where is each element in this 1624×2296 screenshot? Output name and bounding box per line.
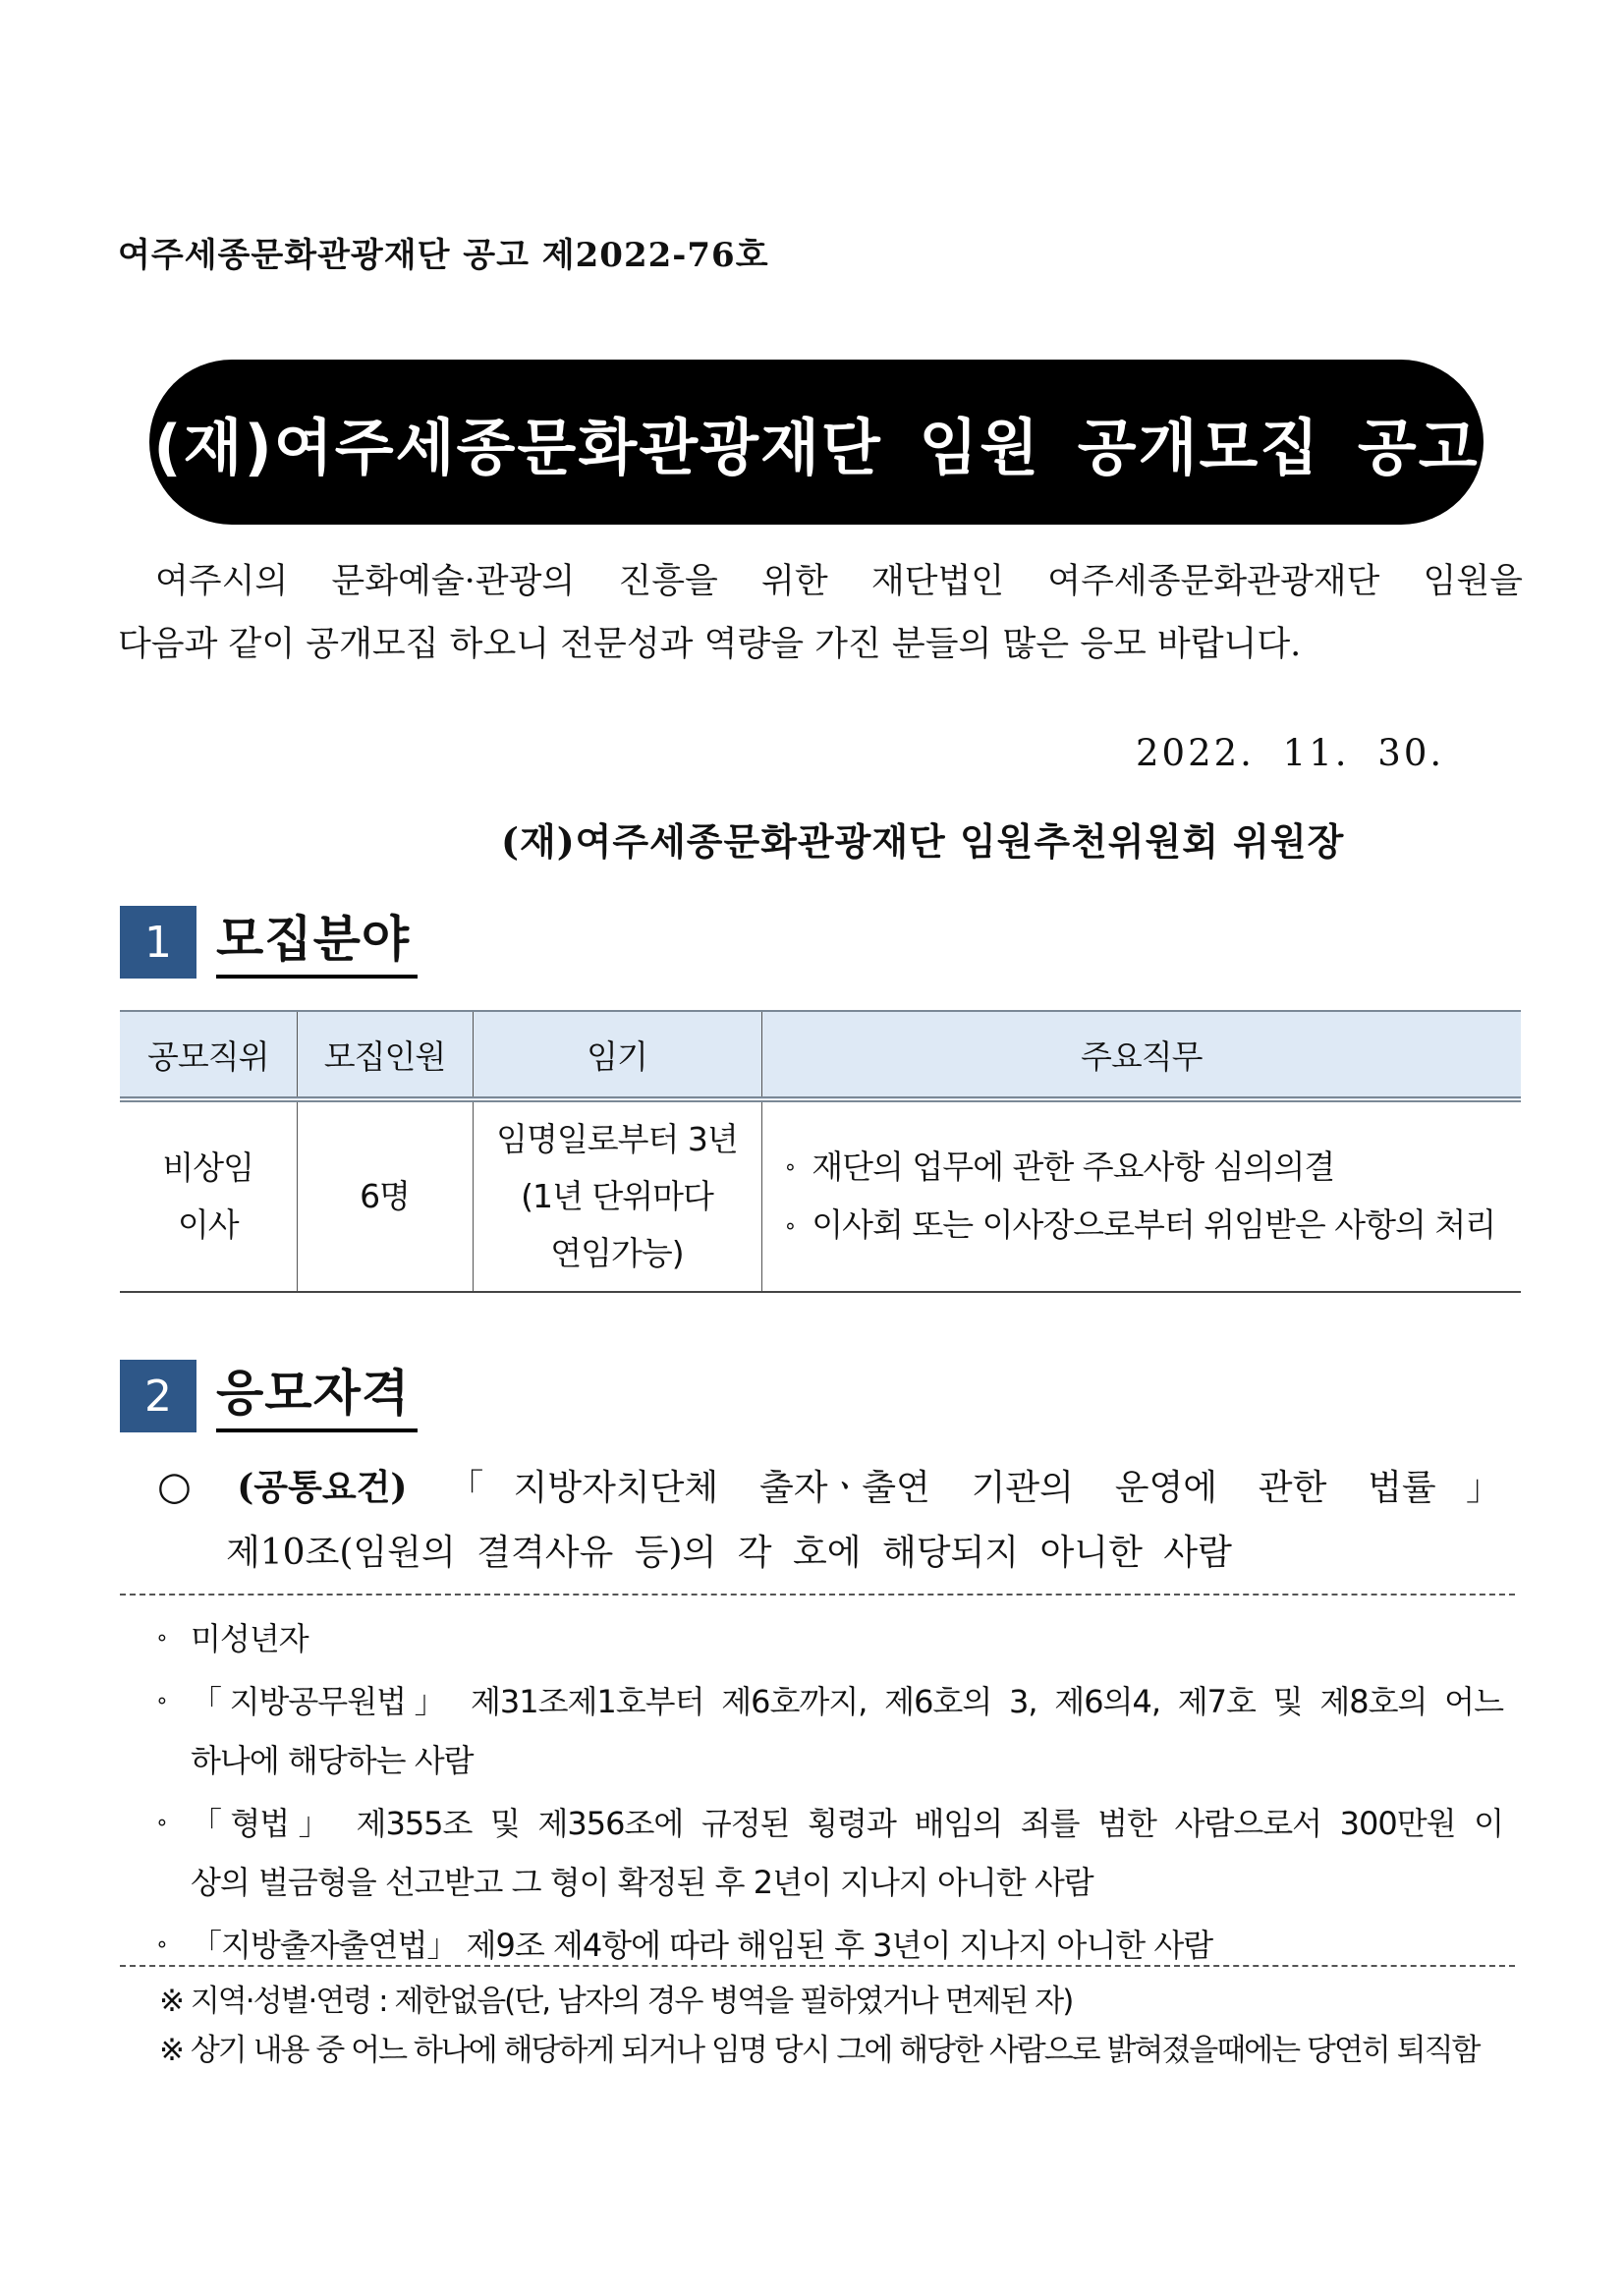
list-item: [155, 1609, 1503, 1668]
note-item: ※ 상기 내용 중 어느 하나에 해당하게 되거나 임명 당시 그에 해당한 사람으로 밝혀졌을때에는 당연히 퇴직함: [159, 2033, 1480, 2068]
list-item: [155, 1794, 1503, 1912]
reason-line-1: 「지방공무원법」 제31조제1호부터 제6호까지, 제6호의 3, 제6의4, 제7호 및 제8호의 어느: [191, 1683, 1503, 1720]
duty-item: [784, 1197, 1521, 1256]
notice-date: 2022. 11. 30.: [1136, 732, 1445, 774]
intro-line-2: 다음과 같이 공개모집 하오니 전문성과 역량을 가진 분들의 많은 응모 바랍니다.: [118, 625, 1302, 664]
position-line-2: 이사: [177, 1205, 239, 1244]
reason-line-2: 하나에 해당하는 사람: [191, 1742, 474, 1779]
bullet-marker: ∘: [155, 1932, 168, 1957]
table-header-row: [120, 1011, 1521, 1099]
bullet-marker: ∘: [783, 1213, 797, 1239]
recruit-table: [120, 1010, 1521, 1293]
reason-line-1: 「지방출자출연법」 제9조 제4항에 따라 해임된 후 3년이 지나지 아니한 사람: [191, 1927, 1213, 1964]
duty-text: 이사회 또는 이사장으로부터 위임받은 사항의 처리: [812, 1205, 1496, 1244]
header-duties: 주요직무: [761, 1011, 1521, 1099]
header-position: 공모직위: [120, 1011, 297, 1099]
bullet-marker: ∘: [155, 1811, 168, 1835]
duty-item: [784, 1139, 1521, 1198]
page-title: (재)여주세종문화관광재단 임원 공개모집 공고: [153, 411, 1480, 483]
divider: [120, 1965, 1515, 1967]
common-line-2: 제10조(임원의 결격사유 등)의 각 호에 해당되지 아니한 사람: [226, 1533, 1232, 1573]
header-term: 임기: [473, 1011, 761, 1099]
notice-number: 여주세종문화관광재단 공고 제2022-76호: [118, 236, 769, 275]
reason-line-2: 상의 벌금형을 선고받고 그 형이 확정된 후 2년이 지나지 아니한 사람: [191, 1864, 1093, 1901]
table-row: [120, 1099, 1521, 1292]
signer: (재)여주세종문화관광재단 임원추천위원회 위원장: [501, 819, 1345, 864]
notes: [159, 1977, 1515, 2075]
term-line-2: (1년 단위마다: [521, 1177, 713, 1215]
reason-line-1: 미성년자: [191, 1620, 308, 1657]
bullet-marker: ∘: [155, 1626, 168, 1651]
cell-count: 6명: [297, 1099, 473, 1292]
section-2-title: 응모자격: [216, 1360, 418, 1432]
term-line-3: 연임가능): [550, 1234, 684, 1272]
bullet-marker: ∘: [783, 1155, 797, 1180]
circle-marker: ○: [157, 1464, 222, 1509]
section-1-title: 모집분야: [216, 906, 418, 979]
common-law-text: 「지방자치단체 출자ㆍ출연 기관의 운영에 관한 법률」: [448, 1468, 1501, 1508]
section-2-heading: [120, 1360, 418, 1432]
reason-line-1: 「형법」 제355조 및 제356조에 규정된 횡령과 배임의 죄를 범한 사람으로서 300만원 이: [191, 1805, 1503, 1842]
section-1-number: 1: [120, 906, 196, 979]
intro-paragraph: [118, 550, 1523, 676]
common-label: (공통요건): [237, 1467, 408, 1508]
list-item: [155, 1672, 1503, 1790]
duty-text: 재단의 업무에 관한 주요사항 심의의결: [812, 1147, 1335, 1186]
title-banner: [149, 360, 1484, 525]
header-count: 모집인원: [297, 1011, 473, 1099]
position-line-1: 비상임: [162, 1148, 254, 1187]
cell-position: [120, 1099, 297, 1292]
term-line-1: 임명일로부터 3년: [496, 1120, 738, 1158]
section-1-heading: [120, 906, 418, 979]
common-line-1: [157, 1454, 1501, 1521]
bullet-marker: ∘: [155, 1689, 168, 1713]
section-2-number: 2: [120, 1360, 196, 1432]
cell-duties: [761, 1099, 1521, 1292]
common-requirement: [157, 1454, 1501, 1586]
cell-term: [473, 1099, 761, 1292]
divider: [120, 1594, 1515, 1596]
intro-line-1: 여주시의 문화예술·관광의 진흥을 위한 재단법인 여주세종문화관광재단 임원을: [155, 562, 1523, 601]
disqualification-list: [155, 1609, 1503, 1979]
note-item: ※ 지역·성별·연령 : 제한없음(단, 남자의 경우 병역을 필하였거나 면제된 자): [159, 1984, 1073, 2019]
